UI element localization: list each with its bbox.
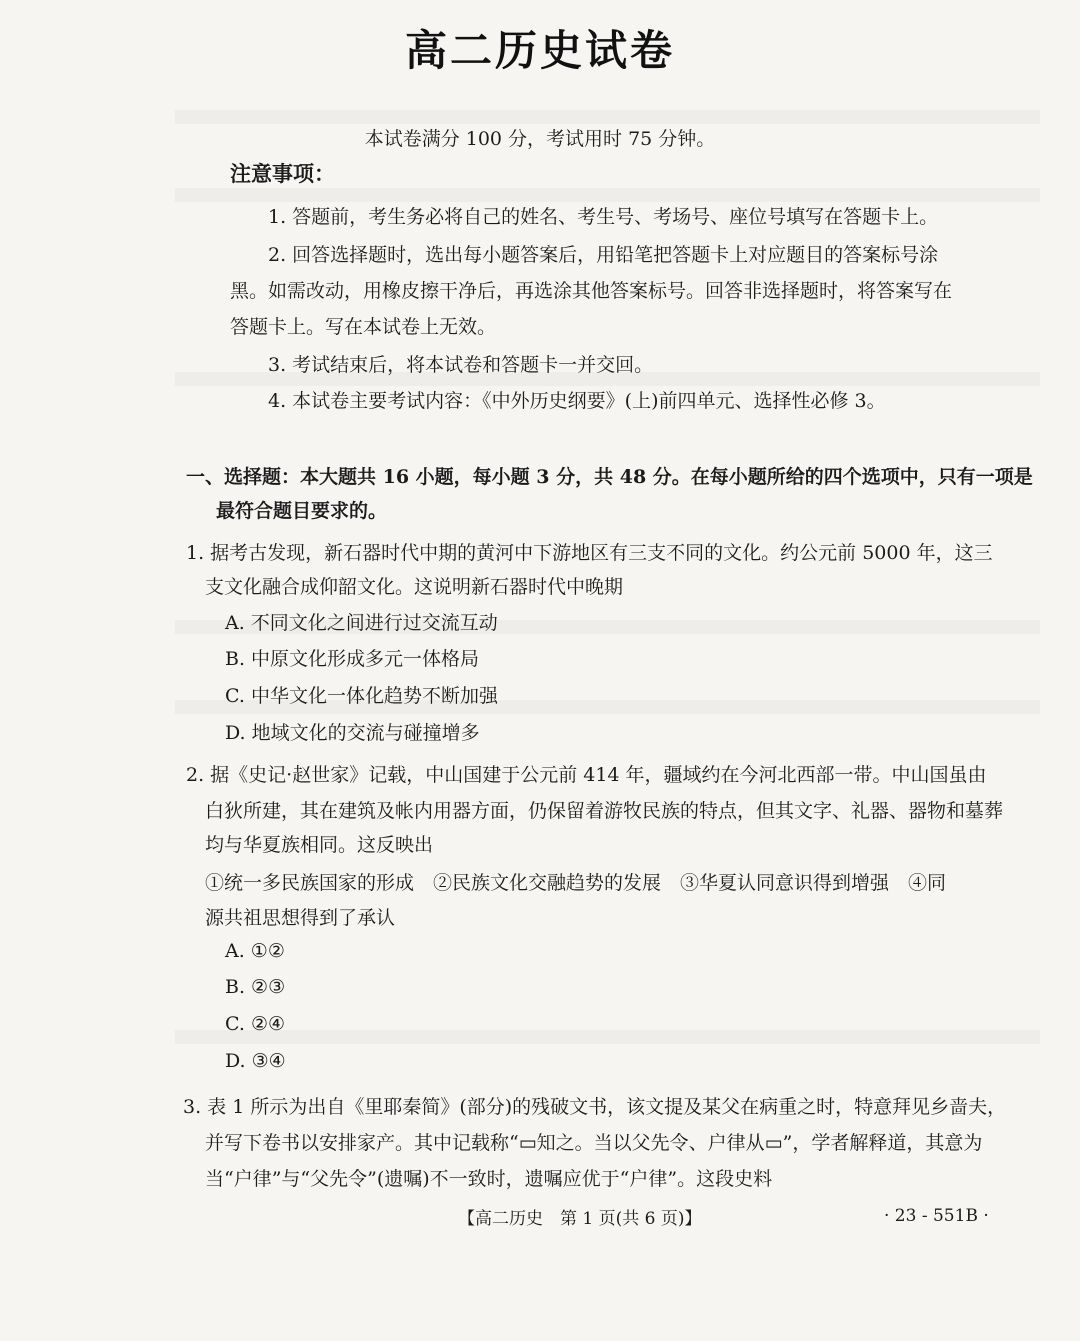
question-1-option-d: D. 地域文化的交流与碰撞增多 — [225, 722, 480, 744]
bleed-through-line — [175, 1030, 1040, 1044]
notice-item: 答题卡上。写在本试卷上无效。 — [230, 316, 497, 338]
question-1-option-a: A. 不同文化之间进行过交流互动 — [225, 612, 498, 634]
question-2-stem: 2. 据《史记·赵世家》记载，中山国建于公元前 414 年，疆域约在今河北西部一带。中山国虽由 — [186, 764, 987, 786]
notice-item: 3. 考试结束后，将本试卷和答题卡一并交回。 — [268, 354, 654, 376]
section-heading-cont: 最符合题目要求的。 — [216, 500, 388, 522]
question-2-option-a: A. ①② — [225, 940, 285, 962]
question-1-stem-cont: 支文化融合成仰韶文化。这说明新石器时代中晚期 — [205, 576, 624, 598]
question-2-stem-cont: 均与华夏族相同。这反映出 — [205, 834, 434, 856]
question-2-option-b: B. ②③ — [225, 976, 286, 998]
question-3-stem-cont: 当“户律”与“父先令”(遗嘱)不一致时，遗嘱应优于“户律”。这段史料 — [205, 1168, 773, 1190]
bleed-through-line — [175, 188, 1040, 202]
notice-item: 4. 本试卷主要考试内容：《中外历史纲要》(上)前四单元、选择性必修 3。 — [268, 390, 886, 412]
question-3-stem-cont: 并写下卷书以安排家产。其中记载称“▭知之。当以父先令、户律从▭”，学者解释道，其意为 — [205, 1132, 983, 1154]
question-2-option-d: D. ③④ — [225, 1050, 286, 1072]
question-3-stem: 3. 表 1 所示为出自《里耶秦简》(部分)的残破文书，该文提及某父在病重之时，特意拜见乡啬夫， — [183, 1096, 1007, 1118]
question-1-stem: 1. 据考古发现，新石器时代中期的黄河中下游地区有三支不同的文化。约公元前 5000 年，这三 — [186, 542, 993, 564]
question-2-statements-cont: 源共祖思想得到了承认 — [205, 907, 396, 929]
question-2-stem-cont: 白狄所建，其在建筑及帐内用器方面，仍保留着游牧民族的特点，但其文字、礼器、器物和墓葬 — [205, 800, 1004, 822]
exam-subtitle: 本试卷满分 100 分，考试用时 75 分钟。 — [364, 128, 716, 150]
notice-item: 2. 回答选择题时，选出每小题答案后，用铅笔把答题卡上对应题目的答案标号涂 — [268, 244, 939, 266]
question-1-option-c: C. 中华文化一体化趋势不断加强 — [225, 685, 498, 707]
notice-item: 1. 答题前，考生务必将自己的姓名、考生号、考场号、座位号填写在答题卡上。 — [268, 206, 939, 228]
bleed-through-line — [175, 110, 1040, 124]
exam-title: 高二历史试卷 — [404, 26, 675, 75]
page-footer-label: 【高二历史 第 1 页(共 6 页)】 — [458, 1209, 702, 1229]
question-2-option-c: C. ②④ — [225, 1013, 286, 1035]
notice-item: 黑。如需改动，用橡皮擦干净后，再选涂其他答案标号。回答非选择题时，将答案写在 — [230, 280, 953, 302]
notice-heading: 注意事项： — [230, 161, 335, 186]
question-1-option-b: B. 中原文化形成多元一体格局 — [225, 648, 480, 670]
exam-code: · 23 - 551B · — [884, 1206, 989, 1226]
question-2-statements: ①统一多民族国家的形成 ②民族文化交融趋势的发展 ③华夏认同意识得到增强 ④同 — [205, 872, 947, 894]
section-heading: 一、选择题：本大题共 16 小题，每小题 3 分，共 48 分。在每小题所给的四个选项中，只有一项是 — [186, 466, 1033, 488]
